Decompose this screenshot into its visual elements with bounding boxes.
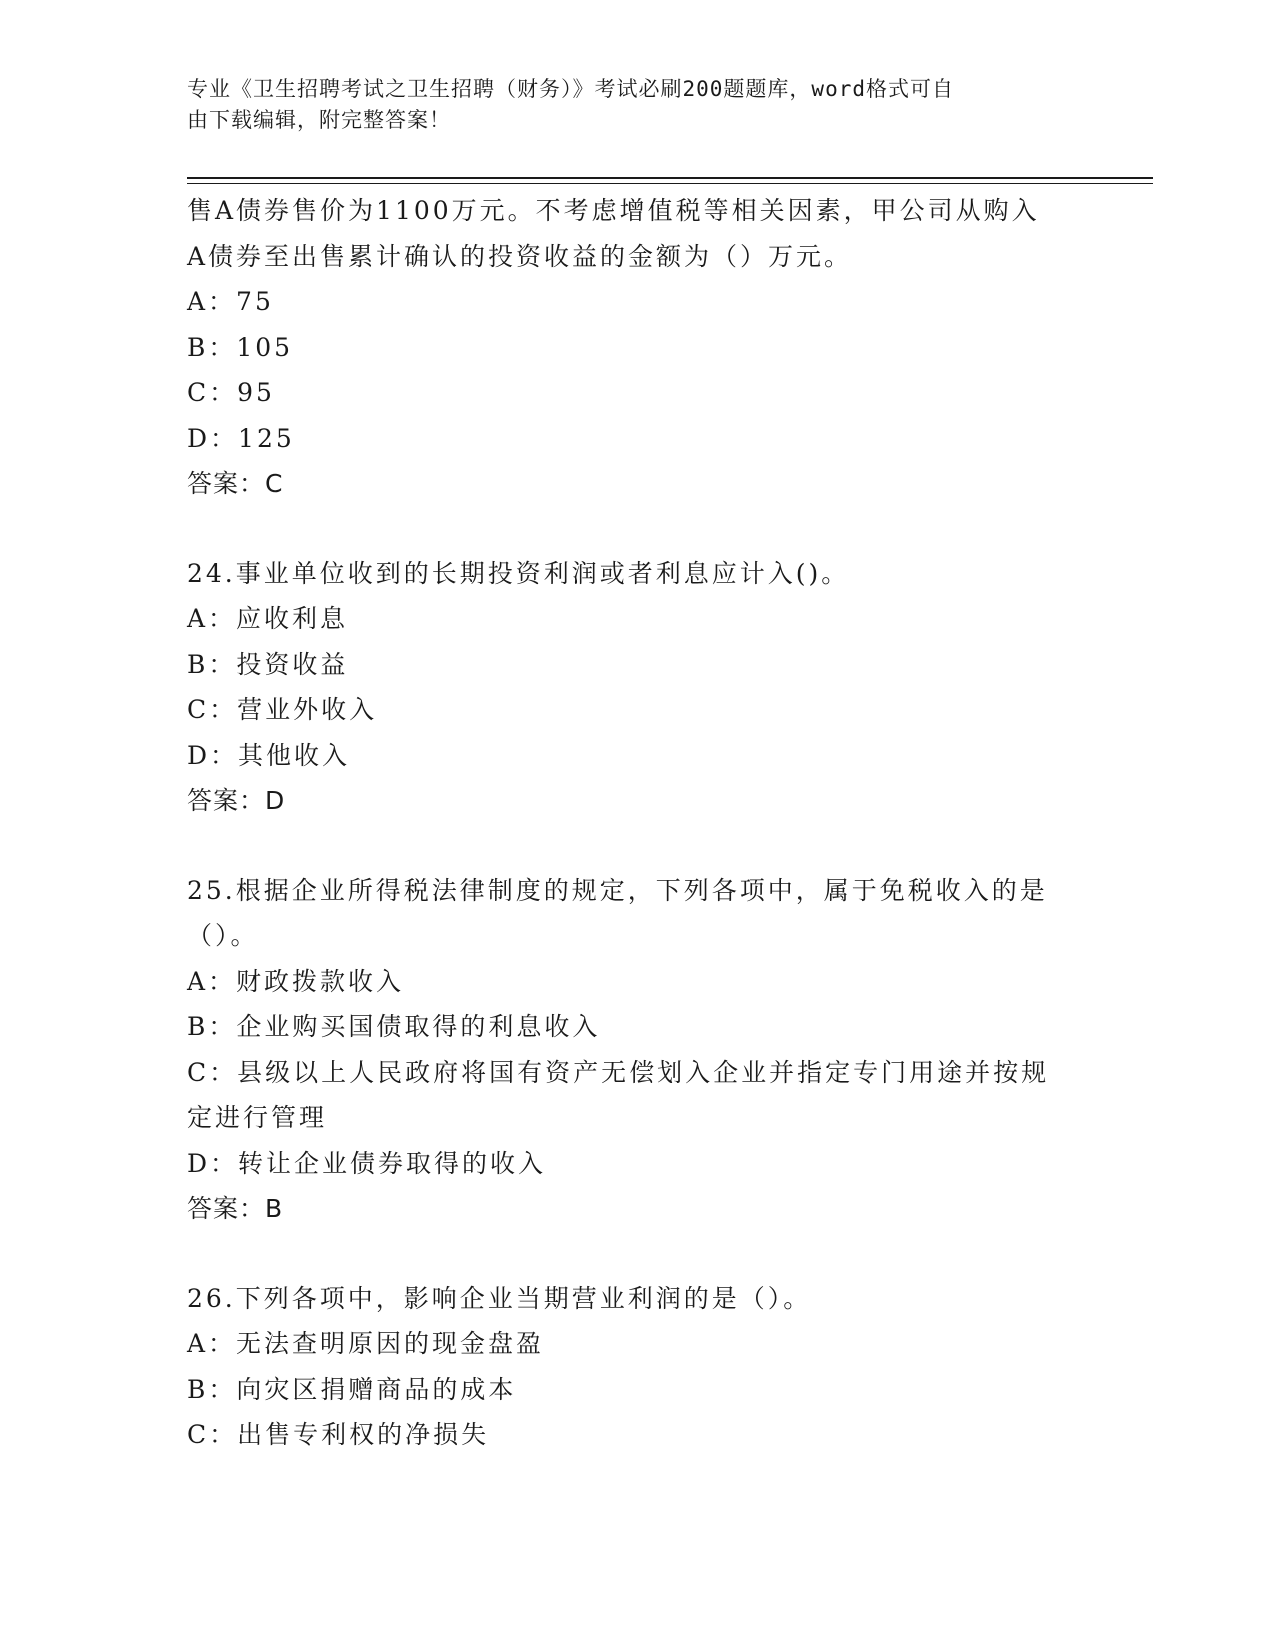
question-24 bbox=[187, 551, 1087, 824]
document-header bbox=[187, 74, 1087, 136]
answer-label: 答案：B bbox=[187, 1194, 284, 1223]
option-d: D：其他收入 bbox=[187, 740, 351, 770]
spacer bbox=[187, 1232, 1087, 1276]
question-stem-line: A债券至出售累计确认的投资收益的金额为（）万元。 bbox=[187, 241, 853, 271]
option-c-line: 定进行管理 bbox=[187, 1103, 328, 1132]
question-23-continued bbox=[187, 188, 1087, 507]
option-c: C：出售专利权的净损失 bbox=[187, 1420, 490, 1449]
option-b: B：向灾区捐赠商品的成本 bbox=[187, 1374, 517, 1404]
question-stem-line: 25.根据企业所得税法律制度的规定，下列各项中，属于免税收入的是 bbox=[187, 875, 1048, 905]
question-stem-line: 售A债券售价为1100万元。不考虑增值税等相关因素，甲公司从购入 bbox=[187, 196, 1040, 225]
header-title-line-1: 专业《卫生招聘考试之卫生招聘（财务）》考试必刷200题题库，word格式可自 bbox=[187, 77, 954, 101]
question-stem: 24.事业单位收到的长期投资利润或者利息应计入()。 bbox=[187, 558, 850, 588]
option-b: B：105 bbox=[187, 332, 294, 362]
question-stem-line: （）。 bbox=[187, 921, 259, 950]
option-a: A：75 bbox=[187, 287, 274, 316]
option-c: C：营业外收入 bbox=[187, 695, 378, 724]
option-a: A：财政拨款收入 bbox=[187, 966, 405, 996]
spacer bbox=[187, 824, 1087, 868]
option-b: B：投资收益 bbox=[187, 649, 349, 679]
header-title-line-2: 由下载编辑，附完整答案！ bbox=[187, 108, 451, 132]
answer-label: 答案：C bbox=[187, 469, 284, 498]
answer-label: 答案：D bbox=[187, 786, 286, 815]
question-26 bbox=[187, 1276, 1087, 1458]
option-c: C：95 bbox=[187, 378, 275, 407]
spacer bbox=[187, 507, 1087, 551]
option-d: D：转让企业债券取得的收入 bbox=[187, 1148, 547, 1178]
option-a: A：无法查明原因的现金盘盈 bbox=[187, 1329, 545, 1358]
question-stem: 26.下列各项中，影响企业当期营业利润的是（）。 bbox=[187, 1283, 812, 1313]
question-content bbox=[187, 188, 1087, 1458]
option-d: D：125 bbox=[187, 423, 295, 453]
question-25 bbox=[187, 868, 1087, 1232]
option-c-line: C：县级以上人民政府将国有资产无偿划入企业并指定专门用途并按规 bbox=[187, 1057, 1050, 1087]
header-divider-thin bbox=[187, 183, 1153, 184]
option-a: A：应收利息 bbox=[187, 604, 349, 633]
option-b: B：企业购买国债取得的利息收入 bbox=[187, 1012, 601, 1041]
header-divider-thick bbox=[187, 177, 1153, 179]
